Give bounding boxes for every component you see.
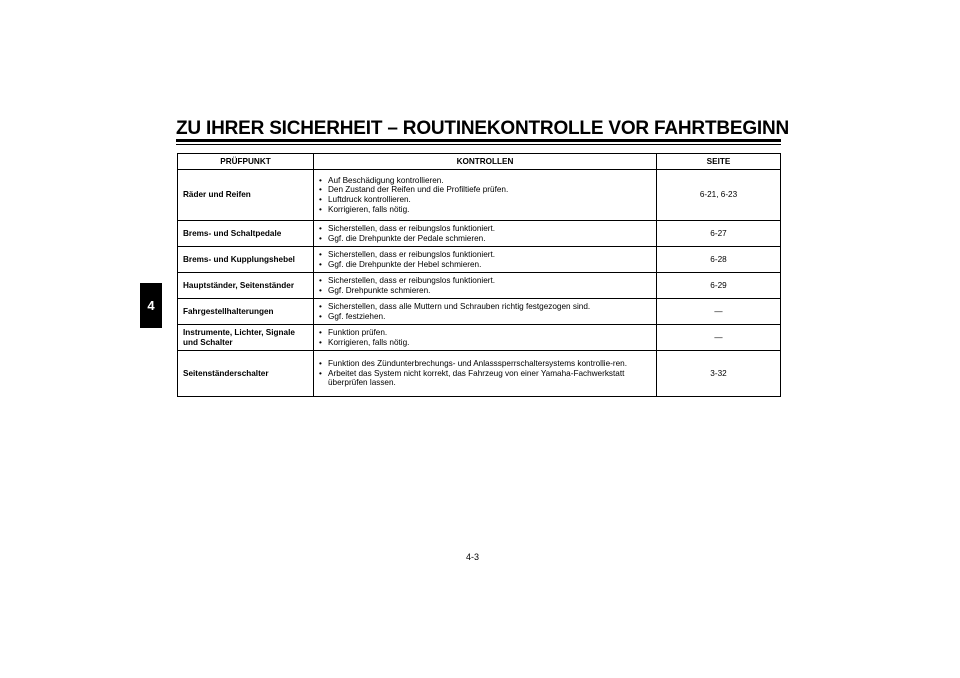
- check-item: • Sicherstellen, dass er reibungslos funktioniert.: [319, 250, 651, 260]
- row-page: 3-32: [657, 351, 781, 397]
- check-item: • Ggf. festziehen.: [319, 312, 651, 322]
- row-page: 6-29: [657, 273, 781, 299]
- row-page: 6-27: [657, 221, 781, 247]
- row-checks: [314, 273, 657, 299]
- check-item: • Ggf. die Drehpunkte der Hebel schmieren.: [319, 260, 651, 270]
- table-row: [178, 351, 781, 397]
- row-item: Räder und Reifen: [178, 170, 314, 221]
- row-item: Hauptständer, Seitenständer: [178, 273, 314, 299]
- page-number: 4-3: [466, 552, 480, 562]
- check-table: [177, 153, 781, 397]
- table-row: [178, 299, 781, 325]
- table-header-row: [178, 154, 781, 170]
- row-page: 6-28: [657, 247, 781, 273]
- check-item: • Sicherstellen, dass er reibungslos funktioniert.: [319, 224, 651, 234]
- row-item: Seitenständerschalter: [178, 351, 314, 397]
- check-item: • Ggf. die Drehpunkte der Pedale schmieren.: [319, 234, 651, 244]
- check-item: • Luftdruck kontrollieren.: [319, 195, 651, 205]
- check-item: • Funktion des Zündunterbrechungs- und Anlasssperrschaltersystems kontrollie-ren.: [319, 359, 651, 369]
- column-header-page: SEITE: [657, 154, 781, 170]
- table-row: [178, 325, 781, 351]
- column-header-item: PRÜFPUNKT: [178, 154, 314, 170]
- row-checks: [314, 170, 657, 221]
- table-row: [178, 273, 781, 299]
- title-rule-thin: [176, 144, 781, 145]
- row-page: —: [657, 325, 781, 351]
- row-item: Fahrgestellhalterungen: [178, 299, 314, 325]
- check-item: • Korrigieren, falls nötig.: [319, 205, 651, 215]
- check-item: • Funktion prüfen.: [319, 328, 651, 338]
- check-item: • Korrigieren, falls nötig.: [319, 338, 651, 348]
- page-title: ZU IHRER SICHERHEIT – ROUTINEKONTROLLE VOR FAHRTBEGINN: [176, 118, 790, 139]
- check-item: • Auf Beschädigung kontrollieren.: [319, 176, 651, 186]
- row-checks: [314, 247, 657, 273]
- row-checks: [314, 299, 657, 325]
- check-item: • Ggf. Drehpunkte schmieren.: [319, 286, 651, 296]
- row-item: Instrumente, Lichter, Signale und Schalter: [178, 325, 314, 351]
- check-item: • Arbeitet das System nicht korrekt, das Fahrzeug von einer Yamaha-Fachwerkstatt überprüfen lassen.: [319, 369, 651, 388]
- row-checks: [314, 325, 657, 351]
- check-item: • Sicherstellen, dass alle Muttern und Schrauben richtig festgezogen sind.: [319, 302, 651, 312]
- table-row: [178, 247, 781, 273]
- row-checks: [314, 351, 657, 397]
- title-rule: [176, 139, 781, 142]
- table-row: [178, 170, 781, 221]
- check-item: • Sicherstellen, dass er reibungslos funktioniert.: [319, 276, 651, 286]
- row-page: —: [657, 299, 781, 325]
- check-item: • Den Zustand der Reifen und die Profiltiefe prüfen.: [319, 185, 651, 195]
- column-header-checks: KONTROLLEN: [314, 154, 657, 170]
- row-item: Brems- und Kupplungshebel: [178, 247, 314, 273]
- row-checks: [314, 221, 657, 247]
- row-page: 6-21, 6-23: [657, 170, 781, 221]
- row-item: Brems- und Schaltpedale: [178, 221, 314, 247]
- table-row: [178, 221, 781, 247]
- chapter-tab: 4: [140, 283, 162, 328]
